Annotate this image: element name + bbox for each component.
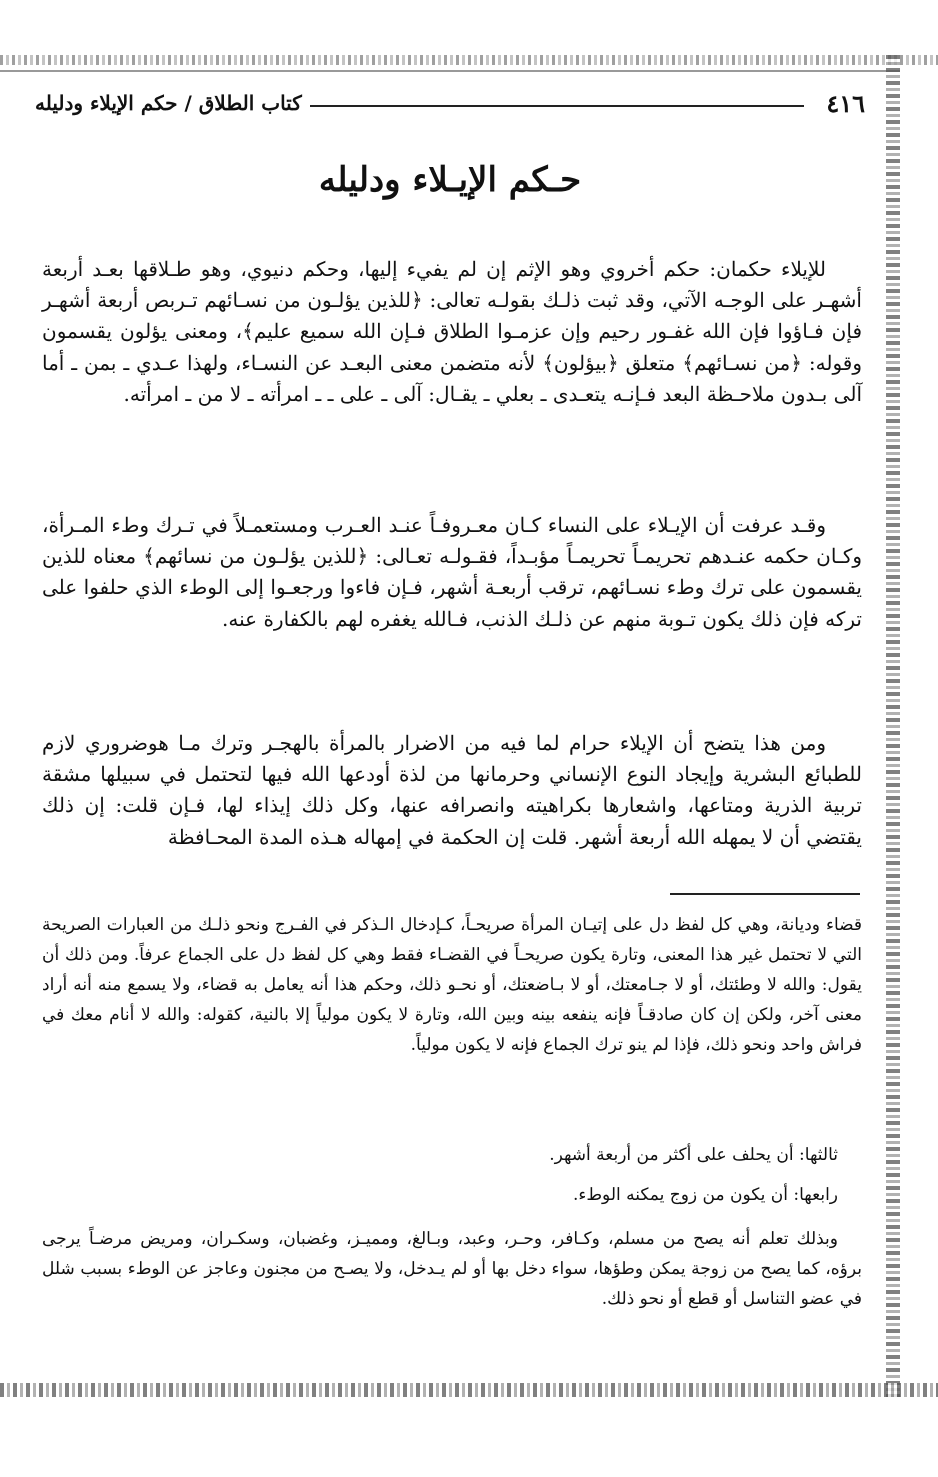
decorative-border-top [0, 55, 938, 65]
border-rule-top [0, 70, 900, 72]
section-title: حـكم الإيـلاء ودليله [318, 160, 582, 200]
footnote-separator [670, 893, 860, 895]
footnote-3 [42, 1180, 862, 1210]
running-title: كتاب الطلاق / حكم الإيلاء ودليله [35, 91, 302, 115]
running-header [35, 86, 865, 120]
footnote-text: ثالثها: أن يحلف على أكثر من أربعة أشهر. [549, 1145, 838, 1165]
footnote-text: وبذلك تعلم أنه يصح من مسلم، وكـافر، وحـر، وعبد، وبـالغ، ومميـز، وغضبان، وسكـران، ومريض مرضـاً يرجى برؤه، كما يصح من زوجة يمكن وطؤها، سواء دخل بها أو لم يـدخل، ولا يصـح من مجنون وعاجز عن الوطء بسبب شلل في عضو التناسل أو قطع أو نحو ذلك. [42, 1229, 862, 1309]
page-number: ٤١٦ [826, 88, 865, 118]
footnote-2 [42, 1140, 862, 1170]
decorative-border-bottom [0, 1383, 938, 1397]
body-paragraph-2 [42, 510, 862, 635]
paragraph-text: وقـد عرفت أن الإيـلاء على النساء كـان معـروفـاً عنـد العـرب ومستعمـلاً في تـرك وطء المـرأة، وكـان حكمه عنـدهم تحريمـاً تحريمـاً مؤبـداً، فقـولـه تعـالى: ﴿للذين يؤلـون من نسائهم﴾ معناه للذين يقسمون على ترك وطء نسـائهم، ترقب أربعـة أشهر، فـإن فاءوا ورجعـوا إلى الوطء الذي حلفوا على تركه فإن ذلك يكون تـوبة منهم عن ذلـك الذنب، فـالله يغفره لهم بالكفارة عنه. [42, 513, 863, 631]
header-rule [310, 105, 805, 107]
footnote-text: رابعها: أن يكون من زوج يمكنه الوطء. [572, 1185, 838, 1205]
footnote-text: قضاء وديانة، وهي كل لفظ دل على إتيـان المرأة صريحـاً، كـإدخال الـذكر في الفـرج ونحو ذلـك من العبارات الصريحة التي لا تحتمل غير هذا المعنى، وتارة يكون صريحـاً في القضـاء فقط وهي كل لفظ دل على الجماع عرفاً. ومن ذلك أن يقول: والله لا وطئتك، أو لا جـامعتك، أو لا بـاضعتك، أو نحـو ذلك، وحكم هذا أنه يعامل به قضاء، ولا يسمع منه أنه أراد معنى آخر، ولكن إن كان صادقـاً فإنه ينفعه بينه وبين الله، وتارة لا يكون مولياً إلا بالنية، كقوله: والله لا أنام معك في فراش واحد ونحو ذلك، فإذا لم ينو ترك الجماع فإنه لا يكون مولياً. [42, 915, 862, 1055]
footnote-4 [42, 1224, 862, 1314]
body-paragraph-3 [42, 728, 862, 853]
decorative-border-right [886, 55, 900, 1397]
footnote-1 [42, 910, 862, 1060]
paragraph-text: للإيلاء حكمان: حكم أخروي وهو الإثم إن لم يفيء إليها، وحكم دنيوي، وهو طـلاقها بعـد أربعة أشهـر على الوجـه الآتي، وقد ثبت ذلـك بقولـه تعالى: ﴿للذين يؤلـون من نسـائهم تـربص أربعة أشهـر فإن فـاؤوا فإن الله غفـور رحيم وإن عزمـوا الطلاق فـإن الله سميع عليم﴾، ومعنى يؤلون يقسمون وقوله: ﴿من نسـائهم﴾ متعلق ﴿بيؤلون﴾ لأنه متضمن معنى البعـد عن النسـاء، ولهذا عـدي ـ بمن ـ أما آلى بـدون ملاحـظة البعد فـإنـه يتعـدى ـ بعلي ـ يقـال: آلى ـ على ـ ـ امرأته ـ لا من ـ امرأته. [42, 257, 862, 406]
body-paragraph-1 [42, 254, 862, 410]
paragraph-text: ومن هذا يتضح أن الإيلاء حرام لما فيه من الاضرار بالمرأة بالهجـر وترك مـا هوضروري لازم للطبائع البشرية وإيجاد النوع الإنساني وحرمانها من لذة أودعها الله فيها لتحتمل في سبيلها مشقة تربية الذرية ومتاعها، واشعارها بكراهيته وانصرافه عنها، وكل ذلك إيذاء لها، فـإن قلت: إن ذلك يقتضي أن لا يمهله الله أربعة أشهر. قلت إن الحكمة في إمهاله هـذه المدة المحـافظة [42, 731, 862, 849]
